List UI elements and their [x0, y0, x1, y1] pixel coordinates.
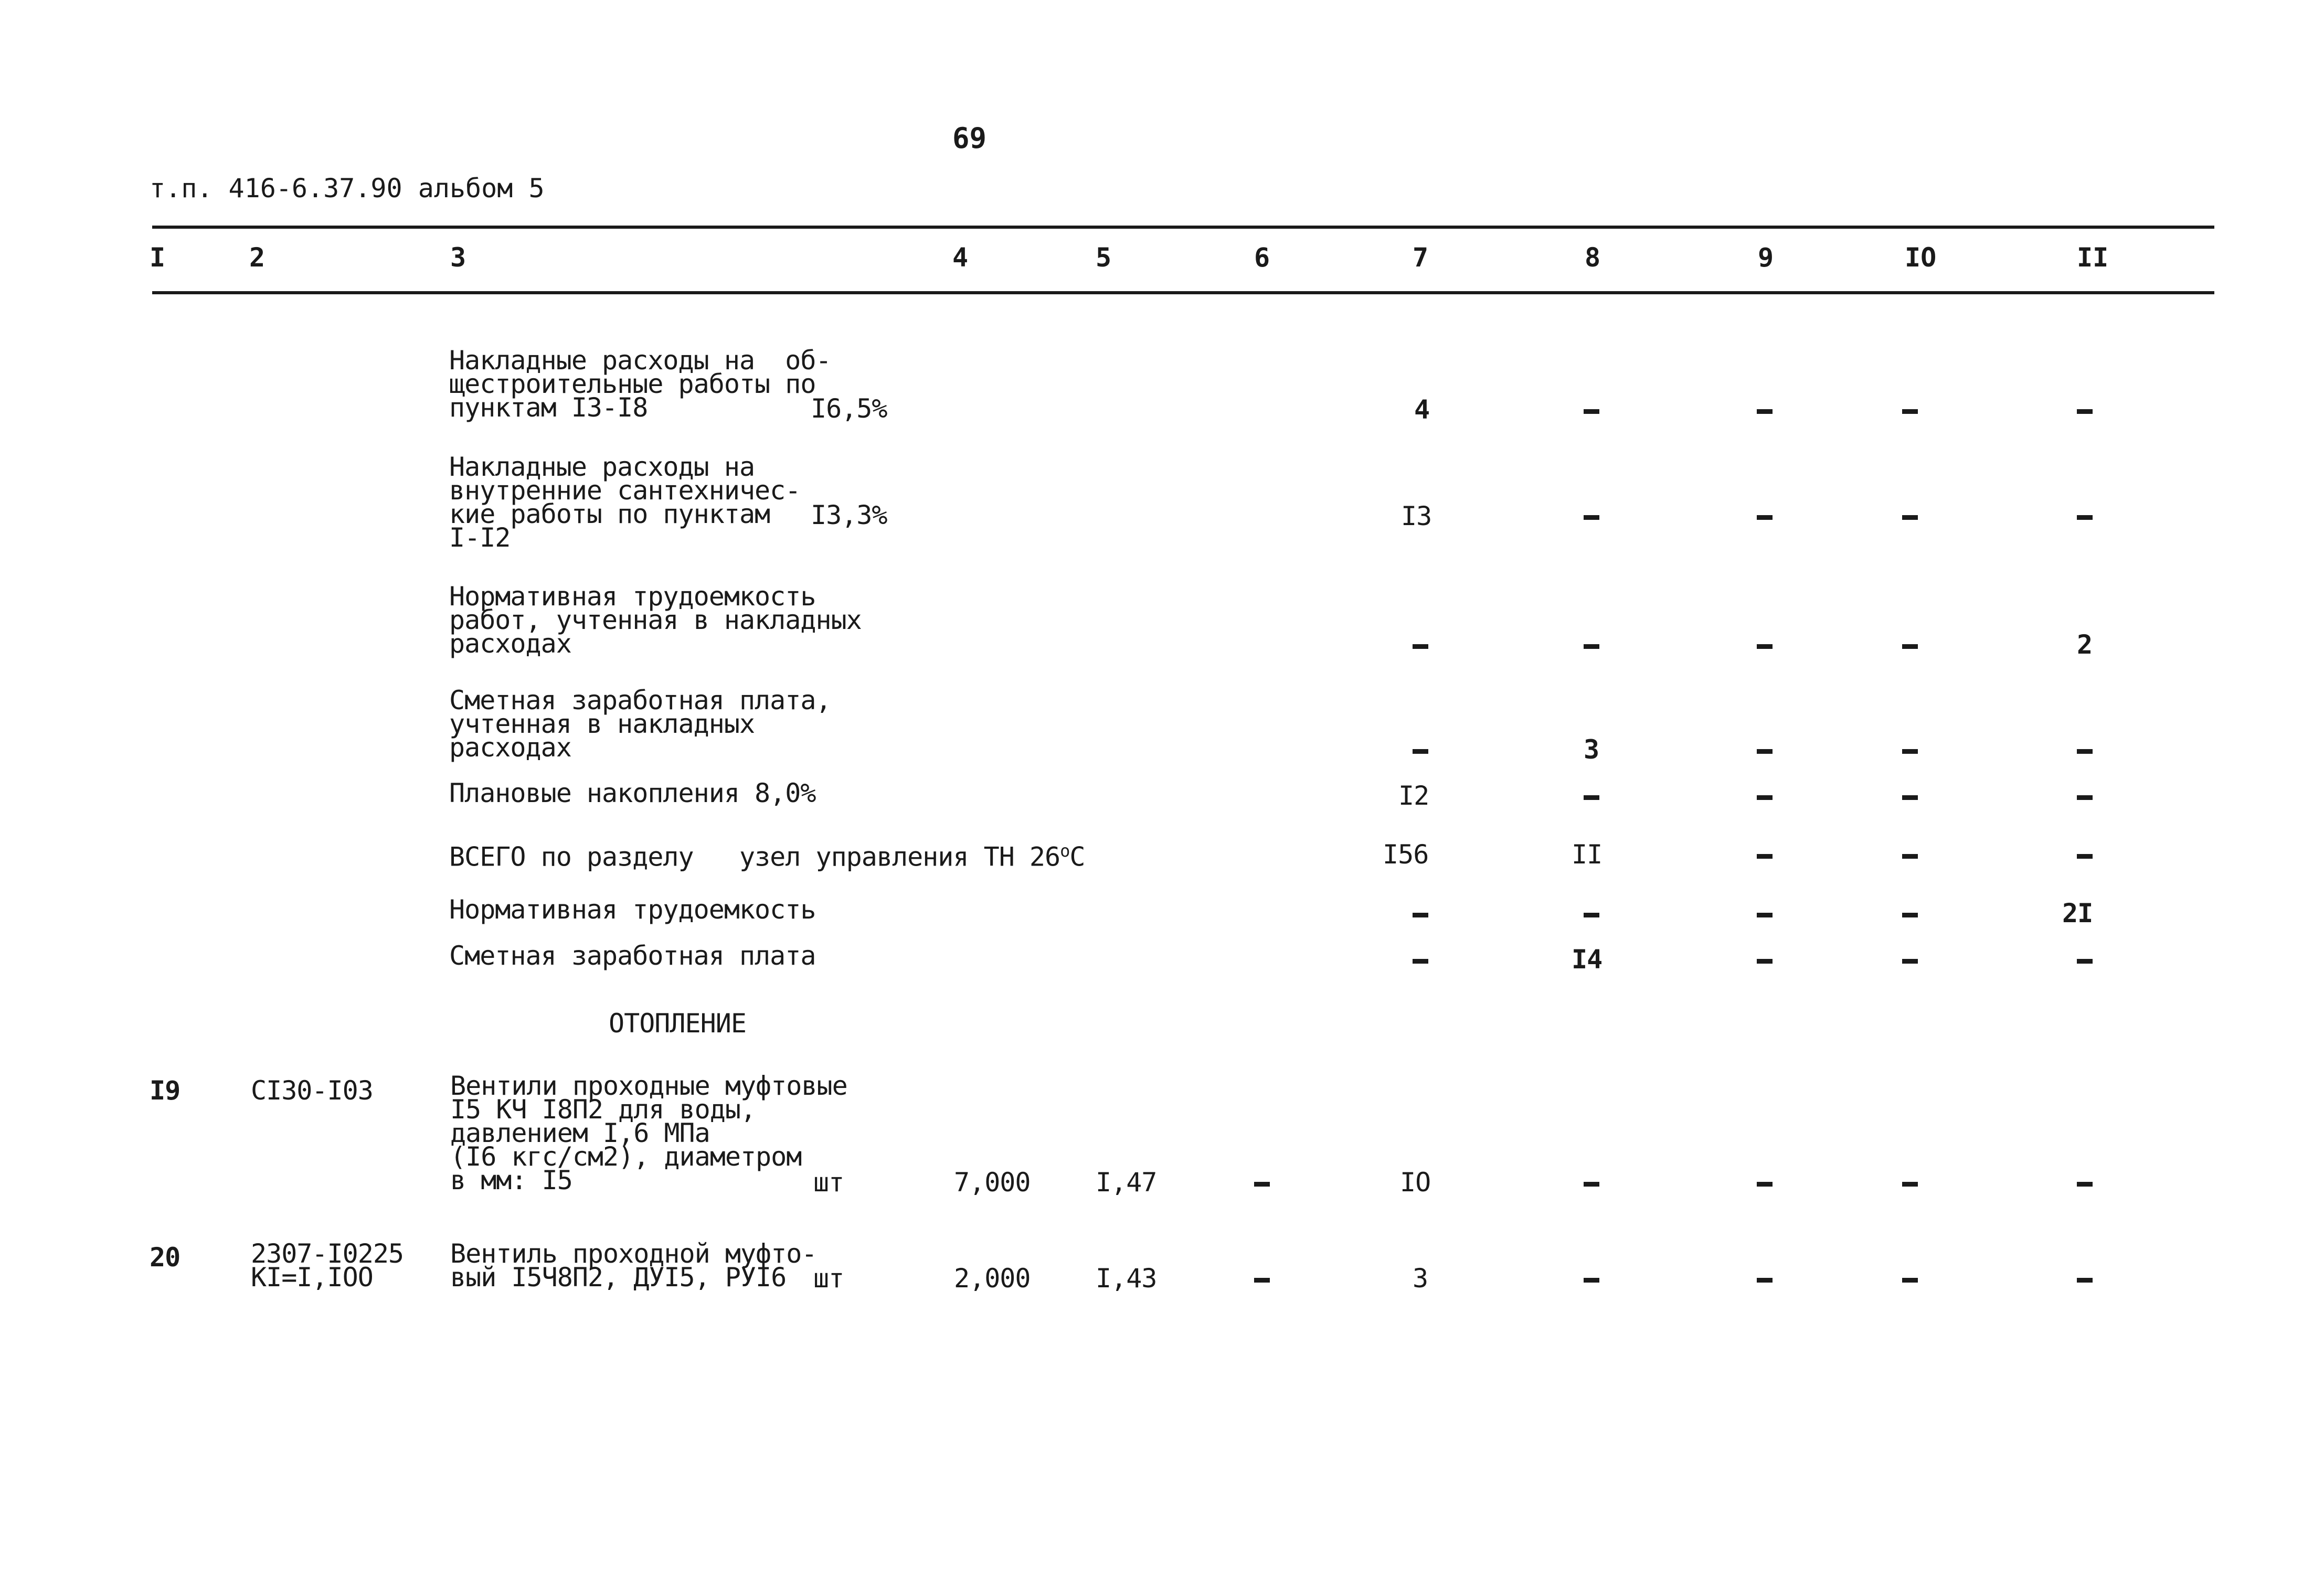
item-number: 20	[150, 1242, 181, 1273]
row-col7: I3	[1401, 501, 1432, 531]
item-col7: 3	[1413, 1263, 1428, 1294]
dash-mark	[1902, 959, 1918, 964]
row-col11: 2	[2077, 629, 2093, 660]
item-unit: шт	[813, 1263, 844, 1294]
dash-mark	[1413, 749, 1428, 754]
column-header-10: IO	[1905, 242, 1937, 273]
dash-mark	[1757, 959, 1773, 964]
dash-mark	[1757, 795, 1773, 800]
column-header-2: 2	[249, 242, 266, 273]
column-header-11: II	[2077, 242, 2109, 273]
dash-mark	[1902, 749, 1918, 754]
dash-mark	[1584, 409, 1599, 414]
dash-mark	[1584, 644, 1599, 649]
dash-mark	[1757, 1182, 1773, 1187]
dash-mark	[1757, 515, 1773, 520]
table-header-bottom-rule	[152, 291, 2214, 294]
row-description: Плановые накопления 8,0%	[449, 778, 816, 808]
dash-mark	[1254, 1182, 1270, 1187]
dash-mark	[2077, 795, 2093, 800]
dash-mark	[2077, 1278, 2093, 1283]
column-header-3: 3	[450, 242, 466, 273]
section-title: ОТОПЛЕНИЕ	[609, 1008, 746, 1039]
row-description: Нормативная трудоемкость работ, учтенная в накладных расходах	[449, 581, 862, 659]
column-header-1: I	[150, 242, 166, 273]
item-code: CI30-I03	[251, 1075, 373, 1106]
degree-sign: о	[1060, 841, 1070, 861]
dash-mark	[1413, 959, 1428, 964]
row-total-text: ВСЕГО по разделу узел управления ТН 26	[449, 841, 1060, 872]
dash-mark	[1902, 515, 1918, 520]
item-description: Вентиль проходной муфто- вый I5Ч8П2, ДУI5, РУI6	[450, 1239, 817, 1293]
row-total-unit: С	[1069, 841, 1085, 872]
dash-mark	[1584, 1278, 1599, 1283]
item-description: Вентили проходные муфтовые I5 КЧ I8П2 для воды, давлением I,6 МПа (I6 кгс/см2), диаметром в мм: I5	[450, 1071, 847, 1195]
row-description: Сметная заработная плата	[449, 941, 816, 971]
table-header-top-rule	[152, 226, 2214, 229]
page-number: 69	[952, 122, 987, 155]
row-col7: I2	[1398, 781, 1429, 811]
dash-mark	[2077, 749, 2093, 754]
dash-mark	[2077, 1182, 2093, 1187]
dash-mark	[1584, 515, 1599, 520]
column-header-7: 7	[1413, 242, 1429, 273]
dash-mark	[1584, 913, 1599, 917]
row-col8: I4	[1572, 944, 1603, 975]
column-header-9: 9	[1758, 242, 1774, 273]
dash-mark	[2077, 515, 2093, 520]
dash-mark	[2077, 854, 2093, 859]
row-description: Сметная заработная плата, учтенная в накладных расходах	[449, 685, 831, 763]
row-col7: 4	[1414, 394, 1430, 425]
row-col11: 2I	[2062, 898, 2093, 928]
row-col7: I56	[1383, 839, 1429, 870]
column-header-6: 6	[1254, 242, 1270, 273]
dash-mark	[1902, 1278, 1918, 1283]
item-quantity: 2,000	[954, 1263, 1031, 1294]
dash-mark	[1757, 1278, 1773, 1283]
item-quantity: 7,000	[954, 1167, 1031, 1198]
dash-mark	[1757, 854, 1773, 859]
item-number: I9	[150, 1075, 181, 1106]
dash-mark	[1902, 913, 1918, 917]
dash-mark	[1902, 1182, 1918, 1187]
item-unit: шт	[813, 1167, 844, 1198]
item-col7: IO	[1400, 1167, 1431, 1198]
column-header-8: 8	[1585, 242, 1601, 273]
item-code: 2307-I0225 KI=I,IOO	[251, 1239, 404, 1293]
dash-mark	[1757, 409, 1773, 414]
row-col8: II	[1572, 839, 1603, 870]
row-description: Накладные расходы на внутренние сантехничес- кие работы по пунктам I-I2	[449, 452, 801, 553]
row-rate: I6,5%	[811, 393, 887, 424]
item-price: I,43	[1096, 1263, 1157, 1294]
column-header-4: 4	[952, 242, 969, 273]
column-header-5: 5	[1096, 242, 1112, 273]
row-total-description	[449, 839, 1085, 872]
row-description: Накладные расходы на об- щестроительные работы по пунктам I3-I8	[449, 345, 831, 423]
row-description: Нормативная трудоемкость	[449, 894, 816, 925]
document-reference: т.п. 416-6.37.90 альбом 5	[150, 173, 545, 204]
dash-mark	[1902, 854, 1918, 859]
dash-mark	[1584, 795, 1599, 800]
dash-mark	[1902, 409, 1918, 414]
dash-mark	[1902, 795, 1918, 800]
dash-mark	[1413, 644, 1428, 649]
dash-mark	[1757, 644, 1773, 649]
dash-mark	[1757, 913, 1773, 917]
row-col8: 3	[1584, 734, 1599, 765]
dash-mark	[2077, 959, 2093, 964]
row-rate: I3,3%	[811, 500, 887, 530]
item-price: I,47	[1096, 1167, 1157, 1198]
dash-mark	[2077, 409, 2093, 414]
dash-mark	[1902, 644, 1918, 649]
dash-mark	[1413, 913, 1428, 917]
dash-mark	[1757, 749, 1773, 754]
dash-mark	[1254, 1278, 1270, 1283]
dash-mark	[1584, 1182, 1599, 1187]
